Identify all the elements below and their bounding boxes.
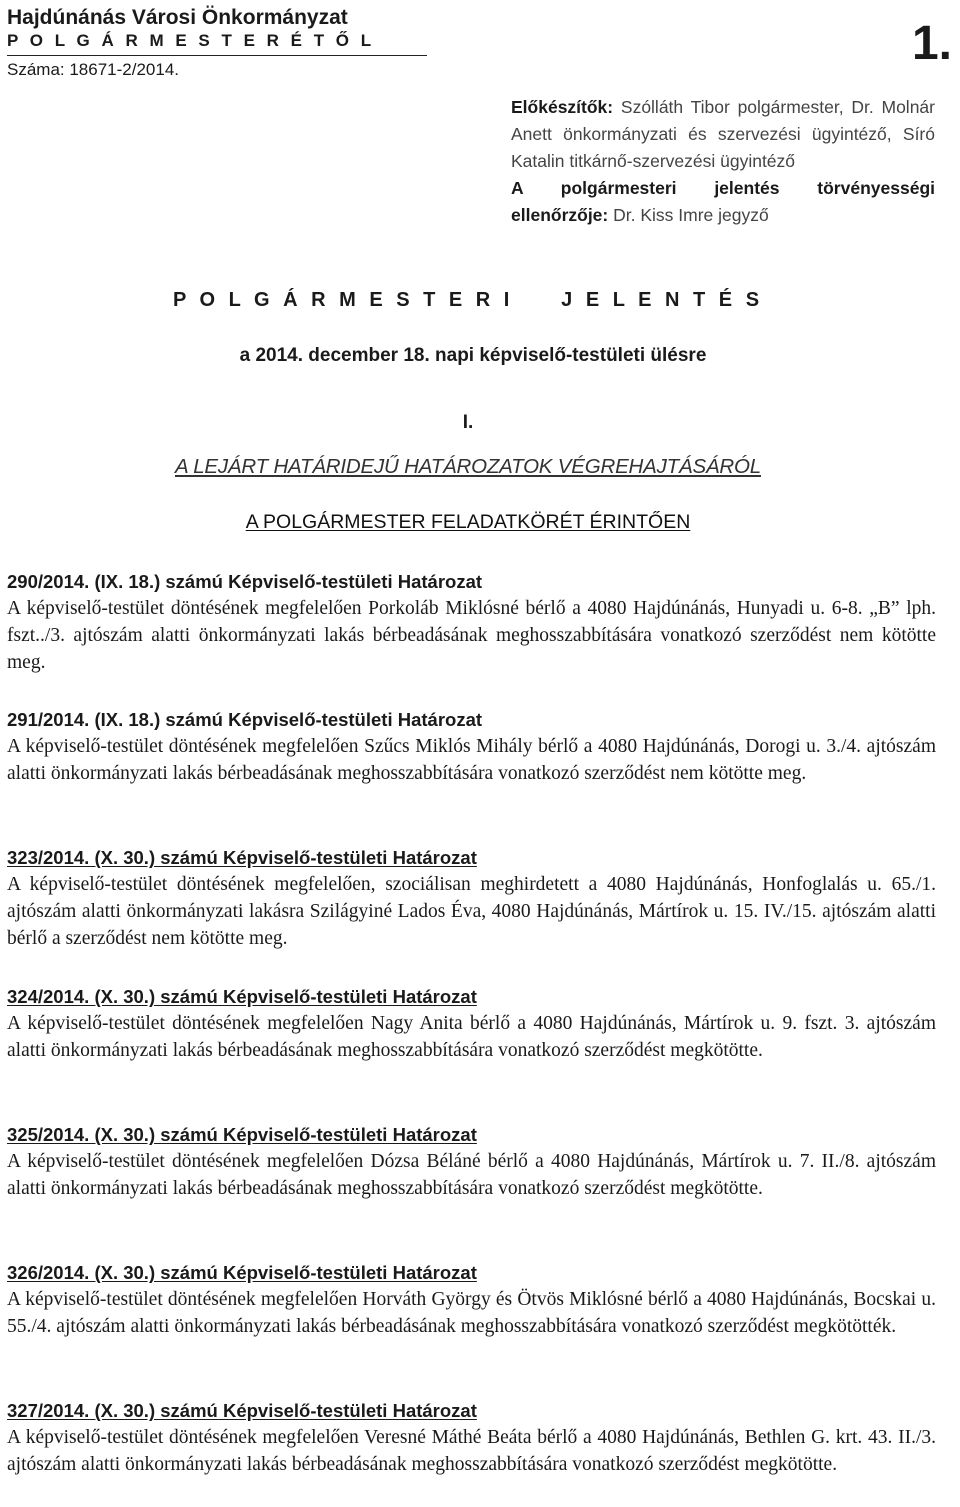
document-header — [7, 6, 427, 82]
resolution-heading: 327/2014. (X. 30.) számú Képviselő-testületi Határozat — [7, 1400, 477, 1421]
resolution-heading: 290/2014. (IX. 18.) számú Képviselő-testületi Határozat — [7, 571, 483, 592]
resolution-heading: 291/2014. (IX. 18.) számú Képviselő-testületi Határozat — [7, 709, 483, 730]
resolution-text: A képviselő-testület döntésének megfelelően Szűcs Miklós Mihály bérlő a 4080 Hajdúnánás, Dorogi u. 3./4. ajtószám alatti önkormányzati lakás bérbeadásának meghosszabbítására vonatkozó szerződést nem kötötte meg. — [7, 736, 936, 784]
preparers-names: Szólláth Tibor polgármester, Dr. Molnár Anett önkormányzati és szervezési ügyintéző, Síró Katalin titkárnő-szervezési ügyintéző — [511, 97, 935, 171]
controller-name: Dr. Kiss Imre jegyző — [613, 205, 769, 225]
agenda-number: 1. — [911, 17, 952, 70]
resolution-item — [7, 983, 936, 1064]
preparers-line — [511, 94, 935, 175]
resolution-heading: 326/2014. (X. 30.) számú Képviselő-testületi Határozat — [7, 1262, 477, 1283]
office-name: Hajdúnánás Városi Önkormányzat — [7, 6, 348, 29]
resolution-text: A képviselő-testület döntésének megfelelően Veresné Máthé Beáta bérlő a 4080 Hajdúnánás, Bethlen G. krt. 43. II./3. ajtószám alatti önkormányzati lakás bérbeadásának meghosszabbítására vonatkozó szerződést megkötötte. — [7, 1427, 936, 1475]
resolution-text: A képviselő-testület döntésének megfelelően Dózsa Béláné bérlő a 4080 Hajdúnánás, Mártírok u. 7. II./8. ajtószám alatti önkormányzati lakás bérbeadásának meghosszabbítására vonatkozó szerződést megkötötte. — [7, 1151, 936, 1199]
resolution-item — [7, 1259, 936, 1340]
section-number: I. — [462, 412, 474, 433]
resolution-text: A képviselő-testület döntésének megfelelően Horváth György és Ötvös Miklósné bérlő a 4080 Hajdúnánás, Bocskai u. 55./4. ajtószám alatti önkormányzati lakás bérbeadásának meghosszabbítására vonatkozó szerződést megkötötték. — [7, 1289, 936, 1337]
resolution-text: A képviselő-testület döntésének megfelelően Nagy Anita bérlő a 4080 Hajdúnánás, Mártírok u. 9. fszt. 3. ajtószám alatti önkormányzati lakás bérbeadásának meghosszabbítására vonatkozó szerződést megkötötte. — [7, 1013, 936, 1061]
resolution-heading: 325/2014. (X. 30.) számú Képviselő-testületi Határozat — [7, 1124, 477, 1145]
section-title: A LEJÁRT HATÁRIDEJŰ HATÁROZATOK VÉGREHAJTÁSÁRÓL — [175, 455, 761, 478]
section-subtitle: A POLGÁRMESTER FELADATKÖRÉT ÉRINTŐEN — [245, 511, 691, 533]
department-name: P O L G Á R M E S T E R É T Ő L — [7, 30, 427, 56]
resolution-text: A képviselő-testület döntésének megfelelően, szociálisan meghirdetett a 4080 Hajdúnánás, Honfoglalás u. 65./1. ajtószám alatti önkormányzati lakásra Szilágyiné Lados Éva, 4080 Hajdúnánás, Mártírok u. 15. IV./15. ajtószám alatti bérlő a szerződést nem kötötte meg. — [7, 874, 936, 949]
preparers-label: Előkészítők: — [511, 97, 614, 117]
resolution-item — [7, 706, 936, 787]
resolution-item — [7, 568, 936, 676]
report-title: P O L G Á R M E S T E R I J E L E N T É S — [172, 289, 764, 311]
preparers-block — [511, 94, 935, 229]
resolution-heading: 323/2014. (X. 30.) számú Képviselő-testületi Határozat — [7, 847, 477, 868]
resolution-item — [7, 1121, 936, 1202]
resolution-item — [7, 844, 936, 952]
controller-label: A polgármesteri jelentés törvényességi ellenőrzője: — [511, 178, 935, 225]
resolution-item — [7, 1397, 936, 1478]
reference-number: Száma: 18671-2/2014. — [7, 60, 180, 79]
session-line: a 2014. december 18. napi képviselő-testületi ülésre — [239, 345, 707, 366]
resolution-text: A képviselő-testület döntésének megfelelően Porkoláb Miklósné bérlő a 4080 Hajdúnánás, Hunyadi u. 6-8. „B” lph. fszt../3. ajtószám alatti önkormányzati lakás bérbeadásának meghosszabbítására vonatkozó szerződést nem kötötte meg. — [7, 598, 936, 673]
resolution-heading: 324/2014. (X. 30.) számú Képviselő-testületi Határozat — [7, 986, 477, 1007]
controller-line — [511, 175, 935, 229]
